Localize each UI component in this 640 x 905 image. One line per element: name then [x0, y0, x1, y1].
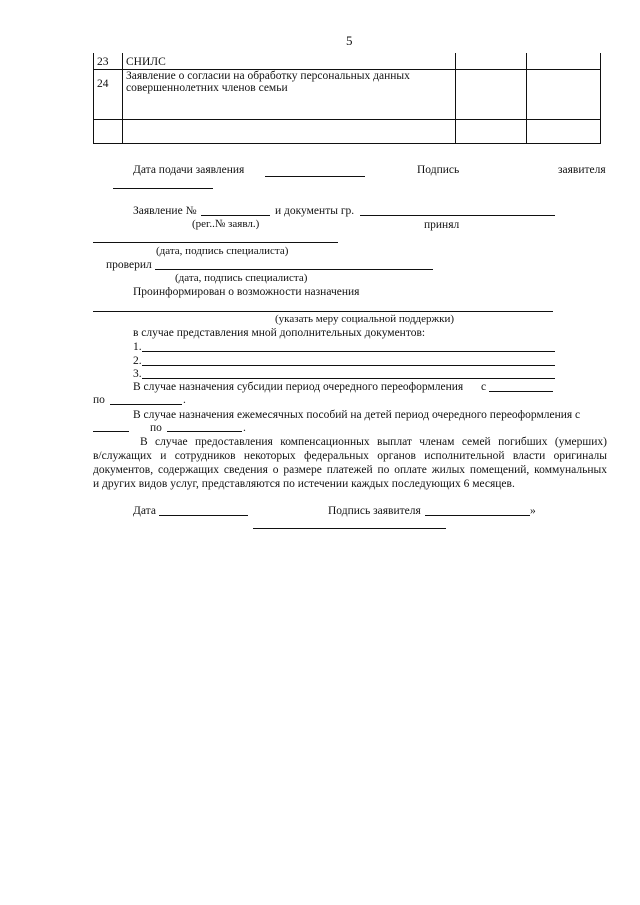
submission-date-field[interactable] [265, 176, 365, 177]
doc-item-number: 2. [133, 355, 142, 367]
checked-label: проверил [106, 259, 152, 271]
submission-date-label: Дата подачи заявления [133, 164, 245, 176]
table-row [94, 53, 601, 69]
submission-sign-label: Подпись [417, 164, 460, 176]
row-cell [456, 119, 527, 143]
compensation-line-3: документов, содержащих сведения о размере платежей по оплате жилых помещений, коммунальных [93, 464, 607, 476]
informed-label: Проинформирован о возможности назначения [133, 286, 360, 298]
subsidy-to-field[interactable] [110, 404, 182, 405]
checked-signature-field[interactable] [155, 269, 433, 270]
compensation-line-1: В случае предоставления компенсационных выплат членам семей погибших (умерших) [140, 436, 607, 448]
subsidy-to-label: по [93, 394, 105, 406]
footer-close-quote: » [530, 505, 536, 517]
allowance-to-field[interactable] [167, 431, 242, 432]
additional-doc-field-1[interactable] [142, 351, 555, 352]
support-measure-hint: (указать меру социальной поддержки) [275, 313, 454, 325]
row-text [123, 119, 456, 143]
allowance-text: В случае назначения ежемесячных пособий на детей период очередного переоформления с [133, 409, 581, 421]
subsidy-text: В случае назначения субсидии период очередного переоформления [133, 381, 464, 393]
additional-doc-field-2[interactable] [142, 365, 555, 366]
row-text: Заявление о согласии на обработку персональных данных совершеннолетних членов семьи [123, 69, 456, 119]
row-cell [527, 69, 601, 119]
statement-number-field[interactable] [201, 215, 270, 216]
additional-docs-label: в случае представления мной дополнительных документов: [133, 327, 426, 339]
specialist-hint-accepted: (дата, подпись специалиста) [156, 245, 289, 257]
citizen-name-field[interactable] [360, 215, 555, 216]
footer-date-field[interactable] [159, 515, 248, 516]
applicant-signature-field[interactable] [113, 188, 213, 189]
table-row [94, 69, 601, 119]
registration-hint: (рег..№ заявл.) [192, 218, 260, 230]
page-number: 5 [346, 33, 353, 48]
specialist-hint-checked: (дата, подпись специалиста) [175, 272, 308, 284]
statement-number-label: Заявление № [133, 205, 197, 217]
row-number: 24 [94, 69, 123, 119]
allowance-from-field[interactable] [93, 431, 129, 432]
documents-table [93, 53, 601, 144]
table-row [94, 119, 601, 143]
compensation-line-4: и других видов услуг, представляются по истечении каждых последующих 6 месяцев. [93, 478, 515, 490]
row-cell [456, 53, 527, 69]
row-number: 23 [94, 53, 123, 69]
row-number [94, 119, 123, 143]
subsidy-from-field[interactable] [489, 391, 553, 392]
accepted-label: принял [424, 219, 460, 231]
footer-divider [253, 528, 446, 529]
support-measure-field[interactable] [93, 311, 553, 312]
doc-item-number: 1. [133, 341, 142, 353]
row-cell [527, 119, 601, 143]
row-text: СНИЛС [123, 53, 456, 69]
row-cell [527, 53, 601, 69]
submission-applicant-label: заявителя [558, 164, 606, 176]
footer-sign-label: Подпись заявителя [328, 505, 421, 517]
doc-item-number: 3. [133, 368, 142, 380]
additional-doc-field-3[interactable] [142, 378, 555, 379]
compensation-line-2: в/служащих и сотрудников некоторых федеральных органов исполнительной власти оригиналы [93, 450, 607, 462]
subsidy-end: . [183, 394, 186, 406]
row-cell [456, 69, 527, 119]
allowance-end: . [243, 422, 246, 434]
documents-label: и документы гр. [275, 205, 355, 217]
allowance-to-label: по [150, 422, 162, 434]
accepted-signature-field[interactable] [93, 242, 338, 243]
subsidy-from-label: с [481, 381, 487, 393]
footer-date-label: Дата [133, 505, 156, 517]
footer-sign-field[interactable] [425, 515, 530, 516]
